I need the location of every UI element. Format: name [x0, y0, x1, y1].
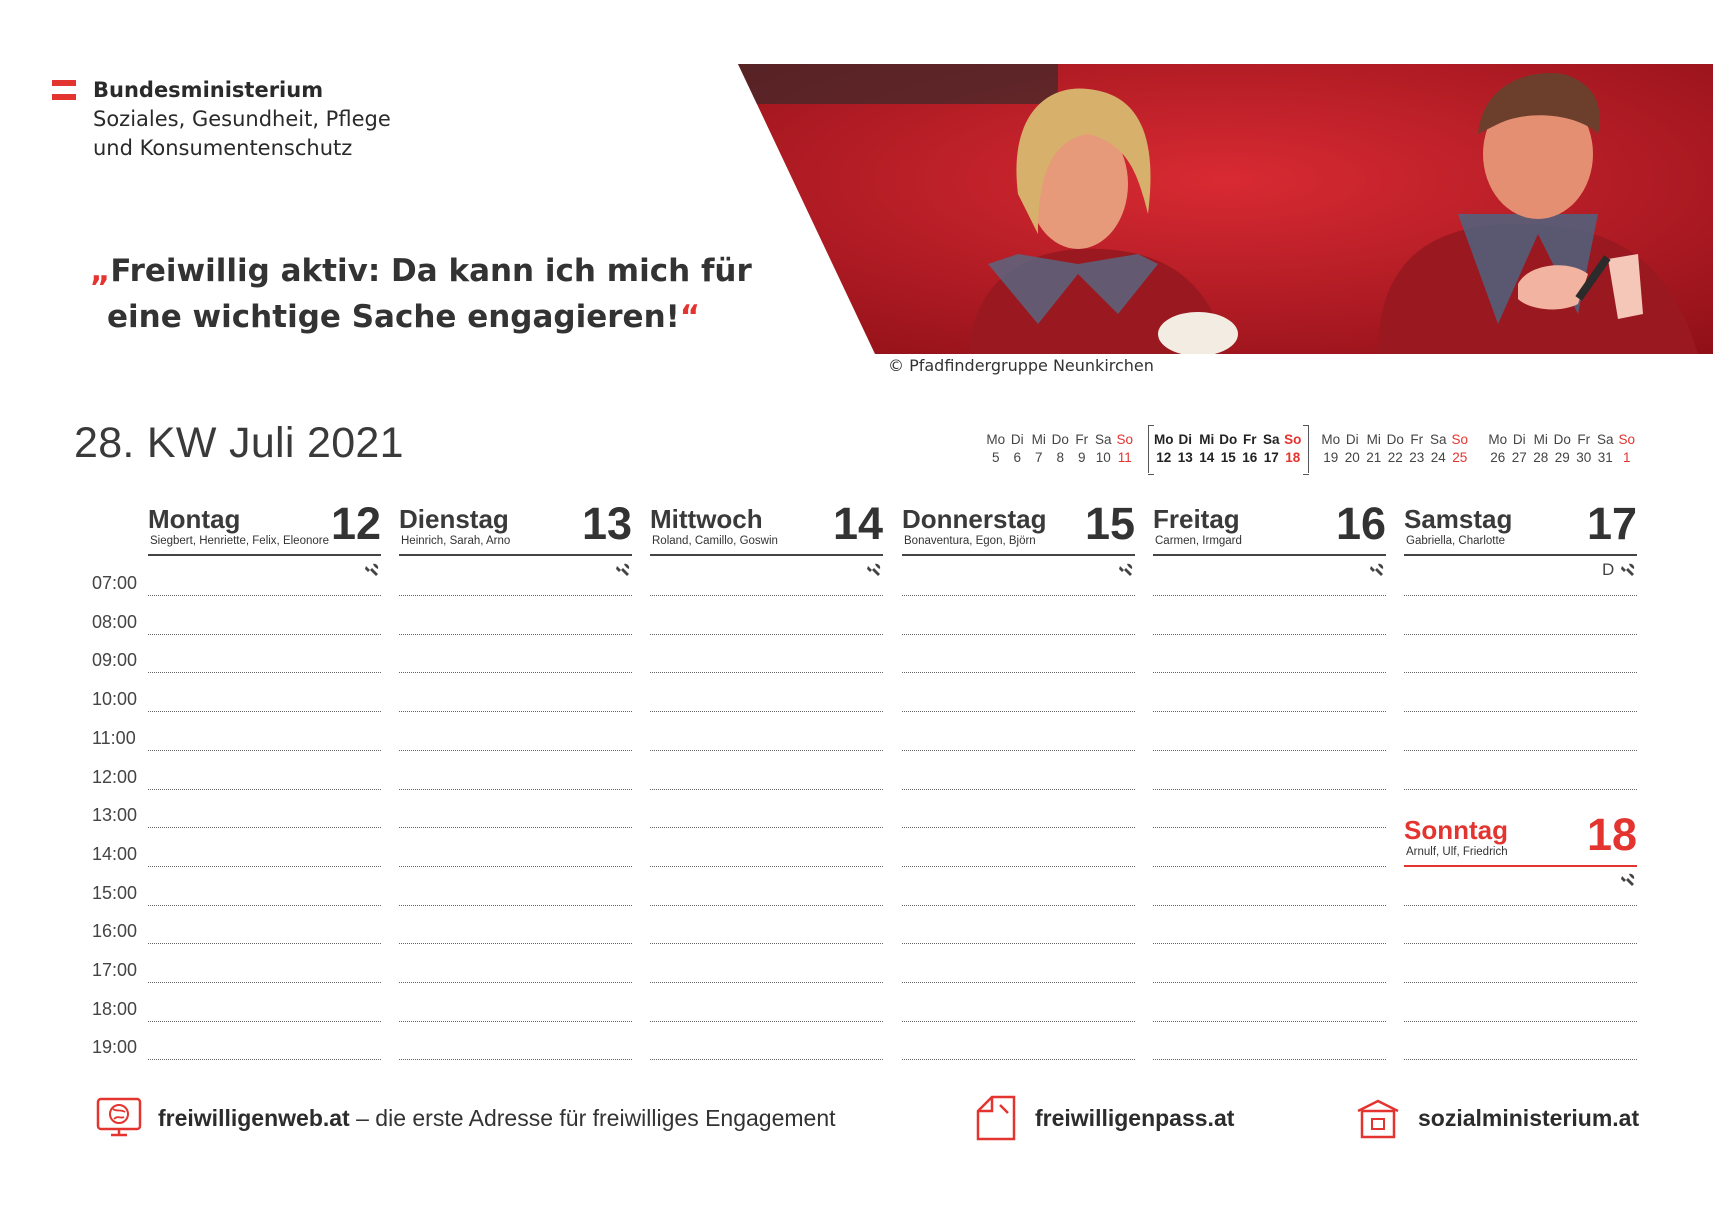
mini-label: Sa: [1094, 431, 1112, 447]
time-slot-line[interactable]: [148, 634, 381, 635]
time-slot-line[interactable]: [148, 943, 381, 944]
day-number: 13: [581, 498, 632, 549]
day-name: Montag: [148, 504, 241, 534]
mini-label: Do: [1051, 431, 1069, 447]
time-slot-line[interactable]: [148, 905, 381, 906]
time-slot-line[interactable]: [1404, 1021, 1637, 1022]
footer-freiwilligenpass[interactable]: [1035, 1105, 1234, 1132]
scouts-photo: [738, 64, 1713, 354]
time-slot-line[interactable]: [1153, 789, 1386, 790]
time-label: 16:00: [92, 921, 138, 942]
time-slot-line[interactable]: [1153, 711, 1386, 712]
wrench-symbol-icon: [1369, 562, 1385, 578]
time-slot-line[interactable]: [148, 866, 381, 867]
mini-day: 11: [1117, 449, 1132, 465]
mini-day: 9: [1077, 449, 1086, 465]
time-slot-line[interactable]: [148, 750, 381, 751]
time-slot-line[interactable]: [1153, 672, 1386, 673]
time-slot-line[interactable]: [399, 866, 632, 867]
mini-day: 31: [1597, 449, 1613, 465]
time-slot-line[interactable]: [902, 672, 1135, 673]
time-slot-line[interactable]: [1404, 982, 1637, 983]
mini-day: 19: [1323, 449, 1339, 465]
time-slot-line[interactable]: [148, 595, 381, 596]
mini-day: 21: [1366, 449, 1382, 465]
mini-day: 22: [1387, 449, 1403, 465]
document-pass-icon: [974, 1095, 1018, 1141]
time-slot-line[interactable]: [1153, 1021, 1386, 1022]
footer-ministry-link[interactable]: sozialministerium.at: [1418, 1105, 1640, 1131]
time-slot-line[interactable]: [902, 789, 1135, 790]
time-slot-line[interactable]: [650, 1021, 883, 1022]
time-slot-line[interactable]: [650, 866, 883, 867]
time-label: 15:00: [92, 882, 138, 903]
time-slot-line[interactable]: [399, 672, 632, 673]
quote-close-mark: “: [679, 299, 701, 335]
day-name: Sonntag: [1404, 815, 1508, 845]
time-slot-line[interactable]: [902, 595, 1135, 596]
day-name: Freitag: [1153, 504, 1240, 534]
time-slot-line[interactable]: [902, 711, 1135, 712]
quote-line2: eine wichtige Sache engagieren!: [107, 299, 680, 335]
day-name: Mittwoch: [650, 504, 763, 534]
quote-line1: Freiwillig aktiv: Da kann ich mich für: [110, 253, 752, 289]
mini-label: Di: [1345, 431, 1359, 447]
time-label: 19:00: [92, 1037, 138, 1058]
mini-day: 1: [1622, 449, 1631, 465]
mini-calendar-week-30: [1487, 430, 1638, 466]
mini-label: Mi: [1533, 431, 1548, 447]
time-slot-line[interactable]: [1153, 827, 1386, 828]
time-slot-line[interactable]: [399, 943, 632, 944]
mini-day: 25: [1452, 449, 1468, 465]
time-slot-line[interactable]: [650, 943, 883, 944]
time-slot-line[interactable]: [1404, 943, 1637, 944]
time-slot-line[interactable]: [1404, 595, 1637, 596]
time-slot-line[interactable]: [650, 1059, 883, 1060]
time-slot-line[interactable]: [650, 672, 883, 673]
time-slot-line[interactable]: [148, 789, 381, 790]
ministry-line1: Bundesministerium: [93, 78, 324, 102]
mini-day: 17: [1263, 449, 1279, 465]
time-slot-line[interactable]: [399, 1021, 632, 1022]
time-slot-line[interactable]: [148, 1059, 381, 1060]
time-slot-line[interactable]: [1153, 595, 1386, 596]
mini-label: Do: [1386, 431, 1404, 447]
time-slot-line[interactable]: [650, 634, 883, 635]
footer-pass-link[interactable]: freiwilligenpass.at: [1035, 1105, 1235, 1131]
time-slot-line[interactable]: [399, 750, 632, 751]
footer-sozialministerium[interactable]: [1418, 1105, 1639, 1132]
mini-day: 13: [1177, 449, 1193, 465]
photo-caption: © Pfadfindergruppe Neunkirchen: [888, 356, 1154, 375]
day-number: 17: [1586, 498, 1637, 549]
time-label: 13:00: [92, 805, 138, 826]
footer-web-link[interactable]: freiwilligenweb.at: [158, 1105, 350, 1131]
mini-label: Sa: [1596, 431, 1614, 447]
moon-phase-mark: D: [1602, 560, 1615, 579]
day-header-saturday: [1404, 500, 1637, 556]
mini-day: 28: [1533, 449, 1549, 465]
time-slot-line[interactable]: [1153, 943, 1386, 944]
wrench-symbol-icon: [364, 562, 380, 578]
time-slot-line[interactable]: [1404, 1059, 1637, 1060]
mini-calendar-week-27: [985, 430, 1136, 466]
time-label: 14:00: [92, 843, 138, 864]
day-name: Samstag: [1404, 504, 1513, 534]
time-slot-line[interactable]: [902, 1021, 1135, 1022]
mini-label: Di: [1010, 431, 1024, 447]
wrench-symbol-icon: [1620, 562, 1636, 578]
day-saints: Roland, Camillo, Goswin: [652, 535, 778, 547]
time-slot-line[interactable]: [902, 634, 1135, 635]
mini-label: Fr: [1243, 431, 1257, 447]
day-saints: Carmen, Irmgard: [1155, 535, 1242, 547]
time-slot-line[interactable]: [650, 711, 883, 712]
building-icon: [1356, 1099, 1400, 1139]
mini-day: 24: [1430, 449, 1446, 465]
wrench-symbol-icon: [1118, 562, 1134, 578]
day-header-sunday: [1404, 811, 1637, 867]
mini-day: 12: [1156, 449, 1172, 465]
time-slot-line[interactable]: [399, 595, 632, 596]
time-slot-line[interactable]: [902, 1059, 1135, 1060]
mini-day: 6: [1013, 449, 1021, 465]
mini-label: Mi: [1199, 431, 1215, 447]
mini-label: Mo: [1321, 431, 1341, 447]
time-slot-line[interactable]: [1153, 750, 1386, 751]
day-saints: Gabriella, Charlotte: [1406, 535, 1506, 547]
wrench-symbol-icon: [1620, 872, 1636, 888]
time-slot-line[interactable]: [650, 750, 883, 751]
day-header-wednesday: [650, 500, 883, 556]
time-slot-line[interactable]: [399, 1059, 632, 1060]
day-saints: Heinrich, Sarah, Arno: [401, 535, 511, 547]
time-slot-line[interactable]: [148, 711, 381, 712]
day-number: 14: [832, 498, 883, 549]
footer-web-text: – die erste Adresse für freiwilliges Engagement: [349, 1105, 836, 1131]
time-slot-line[interactable]: [399, 789, 632, 790]
wrench-symbol-icon: [866, 562, 882, 578]
mini-day: 20: [1344, 449, 1360, 465]
mini-label: So: [1284, 431, 1302, 447]
time-slot-line[interactable]: [1404, 711, 1637, 712]
day-number: 12: [330, 498, 381, 549]
time-slot-line[interactable]: [399, 905, 632, 906]
mini-day: 18: [1285, 449, 1301, 465]
mini-label: Do: [1219, 431, 1238, 447]
time-slot-line[interactable]: [902, 866, 1135, 867]
time-label: 07:00: [92, 573, 138, 593]
time-slot-line[interactable]: [1153, 866, 1386, 867]
time-slot-line[interactable]: [1404, 634, 1637, 635]
mini-label: Fr: [1577, 431, 1591, 447]
mini-day: 16: [1242, 449, 1258, 465]
quote: [90, 248, 752, 340]
time-label: 17:00: [92, 960, 138, 980]
mini-label: Mo: [1488, 431, 1508, 447]
footer-freiwilligenweb[interactable]: [158, 1105, 836, 1132]
day-saints: Siegbert, Henriette, Felix, Eleonore: [150, 535, 329, 547]
mini-label: Di: [1512, 431, 1526, 447]
time-slot-line[interactable]: [1153, 634, 1386, 635]
mini-day: 5: [991, 449, 1000, 465]
day-name: Donnerstag: [902, 504, 1047, 534]
mini-day: 30: [1576, 449, 1592, 465]
time-slot-line[interactable]: [1404, 905, 1637, 906]
mini-label: Mo: [986, 431, 1006, 447]
mini-label: Mi: [1031, 431, 1046, 447]
time-label: 08:00: [92, 611, 138, 632]
ministry-line2: Soziales, Gesundheit, Pflege: [93, 107, 391, 131]
day-number: 16: [1335, 498, 1386, 549]
time-slot-line[interactable]: [902, 982, 1135, 983]
mini-day: 10: [1095, 449, 1111, 465]
time-slot-line[interactable]: [1404, 789, 1637, 790]
time-slot-line[interactable]: [148, 827, 381, 828]
day-header-friday: [1153, 500, 1386, 556]
day-header-tuesday: [399, 500, 632, 556]
quote-open-mark: „: [90, 253, 111, 289]
time-label: 11:00: [92, 727, 136, 748]
mini-label: Mo: [1154, 431, 1174, 447]
mini-calendar-week-29: [1320, 430, 1471, 466]
mini-label: Sa: [1262, 431, 1280, 447]
day-saints: Bonaventura, Egon, Björn: [904, 535, 1036, 547]
time-slot-line[interactable]: [148, 982, 381, 983]
mini-day: 8: [1056, 449, 1064, 465]
time-slot-line[interactable]: [399, 982, 632, 983]
time-slot-line[interactable]: [148, 672, 381, 673]
mini-label: Sa: [1429, 431, 1447, 447]
time-slot-line[interactable]: [1404, 750, 1637, 751]
time-label: 10:00: [92, 689, 138, 710]
mini-label: Mi: [1366, 431, 1381, 447]
time-slot-line[interactable]: [399, 634, 632, 635]
day-header-monday: [148, 500, 381, 556]
mini-calendar-week-28: [1153, 430, 1304, 466]
ministry-line3: und Konsumentenschutz: [93, 136, 353, 160]
time-slot-line[interactable]: [148, 1021, 381, 1022]
time-slot-line[interactable]: [650, 789, 883, 790]
mini-label: Fr: [1410, 431, 1424, 447]
time-slot-line[interactable]: [1404, 672, 1637, 673]
mini-day: 26: [1490, 449, 1506, 465]
mini-label: So: [1451, 431, 1468, 447]
mini-day: 7: [1034, 449, 1043, 465]
mini-label: So: [1618, 431, 1635, 447]
ministry-name: [93, 76, 391, 163]
time-slot-line[interactable]: [650, 905, 883, 906]
time-slot-line[interactable]: [399, 827, 632, 828]
time-label: 12:00: [92, 766, 138, 787]
mini-label: Do: [1553, 431, 1571, 447]
time-slot-line[interactable]: [902, 905, 1135, 906]
time-slot-line[interactable]: [650, 827, 883, 828]
time-label: 18:00: [92, 998, 138, 1019]
austria-flag-logo: [52, 80, 76, 100]
mini-day: 23: [1409, 449, 1425, 465]
time-slot-line[interactable]: [902, 750, 1135, 751]
time-label: 09:00: [92, 650, 138, 671]
time-slot-line[interactable]: [902, 827, 1135, 828]
day-saints: Arnulf, Ulf, Friedrich: [1406, 846, 1508, 858]
mini-label: Di: [1178, 431, 1192, 447]
day-name: Dienstag: [399, 504, 509, 534]
time-slot-line[interactable]: [902, 943, 1135, 944]
time-slot-line[interactable]: [1153, 982, 1386, 983]
week-title: 28. KW Juli 2021: [74, 419, 404, 467]
day-header-thursday: [902, 500, 1135, 556]
time-slot-line[interactable]: [1153, 905, 1386, 906]
time-slot-line[interactable]: [1153, 1059, 1386, 1060]
computer-globe-icon: [96, 1097, 142, 1139]
day-number: 18: [1586, 809, 1637, 860]
mini-label: So: [1116, 431, 1133, 447]
mini-day: 15: [1220, 449, 1236, 465]
time-slot-line[interactable]: [399, 711, 632, 712]
mini-day: 29: [1554, 449, 1570, 465]
time-slot-line[interactable]: [650, 595, 883, 596]
mini-day: 14: [1199, 449, 1215, 465]
mini-label: Fr: [1075, 431, 1089, 447]
wrench-symbol-icon: [615, 562, 631, 578]
time-slot-line[interactable]: [650, 982, 883, 983]
mini-day: 27: [1511, 449, 1527, 465]
day-number: 15: [1084, 498, 1135, 549]
